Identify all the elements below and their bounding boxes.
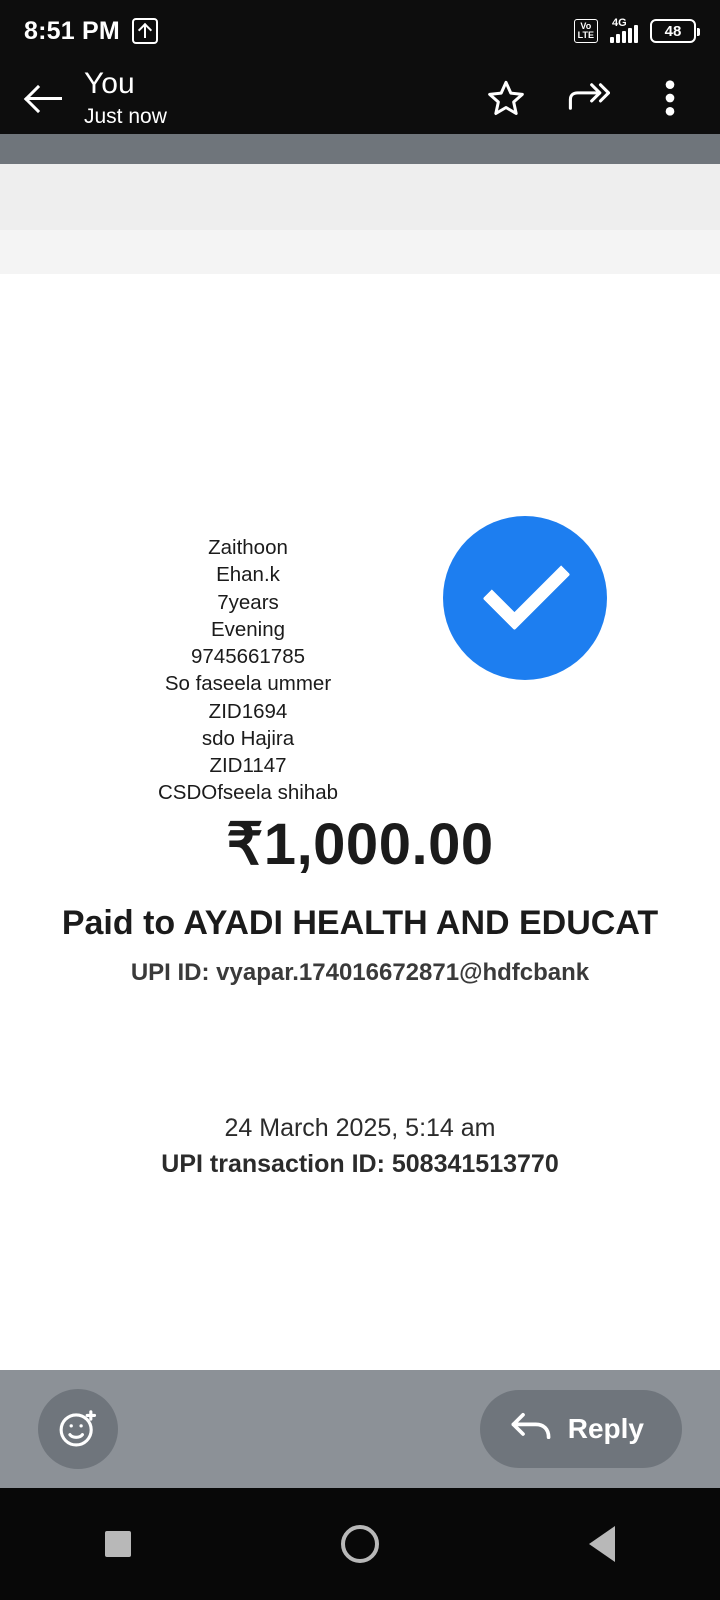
network-type-label: 4G <box>612 17 627 29</box>
battery-icon <box>650 19 696 43</box>
message-action-bar <box>0 1370 720 1488</box>
note-line: 7years <box>217 590 279 614</box>
scrim-strip <box>0 134 720 164</box>
page-subtitle: Just now <box>84 104 167 128</box>
star-icon[interactable] <box>484 76 528 120</box>
note-line: CSDOfseela shihab <box>157 781 339 805</box>
home-button[interactable] <box>341 1525 379 1563</box>
status-bar-left <box>24 17 158 46</box>
signal-strength-icon <box>610 19 638 43</box>
transaction-date: 24 March 2025, 5:14 am <box>224 1114 496 1142</box>
note-line: Ehan.k <box>216 563 280 587</box>
upload-arrow-icon <box>132 18 158 44</box>
receipt-hero <box>0 516 720 807</box>
recents-button[interactable] <box>105 1531 131 1557</box>
overflow-menu-icon[interactable] <box>648 76 692 120</box>
app-bar <box>0 62 720 134</box>
payment-receipt <box>0 274 720 1370</box>
note-line: sdo Hajira <box>201 726 295 750</box>
note-line: ZID1694 <box>208 699 288 723</box>
conversation-header <box>80 68 484 128</box>
system-nav-bar <box>0 1488 720 1600</box>
transaction-id: UPI transaction ID: 508341513770 <box>161 1150 559 1178</box>
message-gap-lower <box>0 230 720 274</box>
reply-button[interactable] <box>480 1390 682 1468</box>
forward-icon[interactable] <box>566 76 610 120</box>
back-button[interactable] <box>589 1526 615 1562</box>
app-bar-actions <box>484 76 698 120</box>
payee-name: Paid to AYADI HEALTH AND EDUCAT <box>61 904 659 942</box>
message-gap-upper <box>0 164 720 230</box>
note-line: ZID1147 <box>209 754 287 777</box>
volte-icon: Vo LTE <box>574 19 598 43</box>
status-bar <box>0 0 720 62</box>
note-line: 9745661785 <box>190 645 305 668</box>
back-arrow-icon[interactable] <box>22 75 68 121</box>
handwritten-notes <box>113 516 383 807</box>
note-line: So faseela ummer <box>164 672 332 696</box>
upi-id: UPI ID: vyapar.174016672871@hdfcbank <box>130 959 590 986</box>
payment-amount: ₹1,000.00 <box>226 812 494 877</box>
success-check-icon <box>443 516 607 680</box>
message-area <box>0 134 720 1370</box>
reply-arrow-icon <box>510 1410 552 1449</box>
note-line: Zaithoon <box>208 536 288 559</box>
battery-level-label: 48 <box>664 22 682 40</box>
add-reaction-button[interactable] <box>38 1389 118 1469</box>
note-line: Evening <box>210 617 286 641</box>
status-clock: 8:51 PM <box>24 16 120 45</box>
reply-label: Reply <box>567 1413 644 1444</box>
page-title: You <box>84 67 135 101</box>
status-bar-right <box>574 19 696 43</box>
